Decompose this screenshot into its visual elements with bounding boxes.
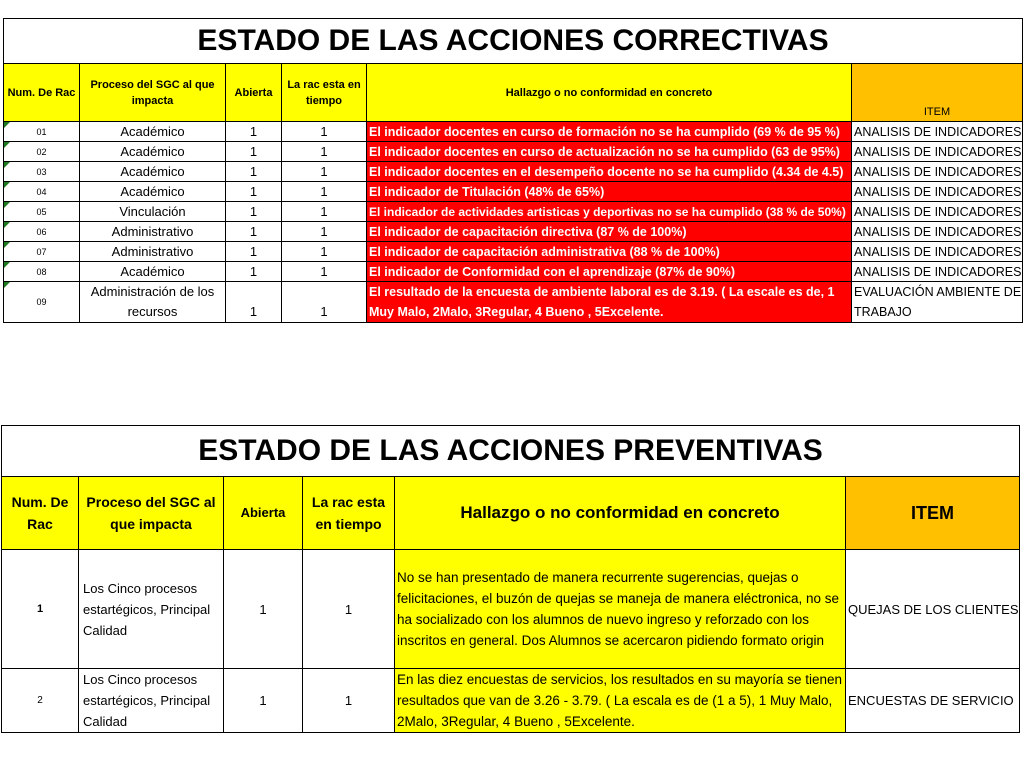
row-item: ANALISIS DE INDICADORES [852,262,1023,282]
preventivas-title: ESTADO DE LAS ACCIONES PREVENTIVAS [2,426,1020,477]
correctivas-title: ESTADO DE LAS ACCIONES CORRECTIVAS [4,19,1023,64]
row-num: 1 [2,550,79,669]
comment-marker-icon [4,142,10,148]
row-tiempo: 1 [282,262,367,282]
row-hallazgo: El indicador docentes en el desempeño docente no se ha cumplido (4.34 de 4.5) [367,162,852,182]
row-item: ANALISIS DE INDICADORES [852,202,1023,222]
row-hallazgo: El indicador docentes en curso de formación no se ha cumplido (69 % de 95 %) [367,122,852,142]
header-abierta: Abierta [226,64,282,122]
row-proceso: Académico [80,162,226,182]
header-tiempo: La rac esta en tiempo [303,477,395,550]
row-hallazgo: El indicador de Conformidad con el aprendizaje (87% de 90%) [367,262,852,282]
row-item: ANALISIS DE INDICADORES [852,222,1023,242]
comment-marker-icon [4,242,10,248]
table-row [4,202,1023,222]
row-proceso: Administración de los recursos [80,282,226,323]
row-abierta: 1 [226,262,282,282]
row-tiempo: 1 [282,202,367,222]
table-row [4,222,1023,242]
row-hallazgo: El indicador docentes en curso de actualización no se ha cumplido (63 de 95%) [367,142,852,162]
header-tiempo: La rac esta en tiempo [282,64,367,122]
row-proceso: Académico [80,142,226,162]
row-num: 09 [36,297,47,307]
comment-marker-icon [4,122,10,128]
comment-marker-icon [4,162,10,168]
row-num: 08 [36,266,47,277]
row-abierta: 1 [226,182,282,202]
row-hallazgo: No se han presentado de manera recurrente sugerencias, quejas o felicitaciones, el buzón de quejas se maneja de manera eléctronica, no se ha socializado con los alumnos de nuevo ingreso y reforzado con los inscritos en general. Dos Alumnos se acercaron pidiendo formato origin [395,550,846,669]
row-proceso: Administrativo [80,222,226,242]
comment-marker-icon [4,182,10,188]
row-tiempo: 1 [282,282,367,323]
row-tiempo: 1 [282,142,367,162]
row-tiempo: 1 [303,669,395,733]
comment-marker-icon [4,262,10,268]
header-proceso: Proceso del SGC al que impacta [80,64,226,122]
preventivas-header-row [2,477,1020,550]
row-num: 05 [36,206,47,217]
table-row [4,162,1023,182]
row-item: ANALISIS DE INDICADORES [852,142,1023,162]
header-num: Num. De Rac [4,64,80,122]
row-abierta: 1 [224,550,303,669]
header-item: ITEM [846,477,1020,550]
row-hallazgo: El indicador de actividades artisticas y deportivas no se ha cumplido (38 % de 50%) [367,202,852,222]
row-proceso: Los Cinco procesos estartégicos, Principal Calidad [79,550,224,669]
preventivas-table [1,425,1020,733]
row-abierta: 1 [226,222,282,242]
row-item: ENCUESTAS DE SERVICIO [846,669,1020,733]
row-item: ANALISIS DE INDICADORES [852,122,1023,142]
row-item: ANALISIS DE INDICADORES [852,242,1023,262]
correctivas-header-row [4,64,1023,122]
row-num: 02 [36,146,47,157]
row-hallazgo: En las diez encuestas de servicios, los resultados en su mayoría se tienen resultados que van de 3.26 - 3.79. ( La escala es de (1 a 5), 1 Muy Malo, 2Malo, 3Regular, 4 Bueno , 5Excelente. [395,669,846,733]
row-num: 07 [36,246,47,257]
header-hallazgo: Hallazgo o no conformidad en concreto [395,477,846,550]
table-row [4,182,1023,202]
row-num: 01 [36,126,47,137]
row-hallazgo: El resultado de la encuesta de ambiente laboral es de 3.19. ( La escale es de, 1 Muy Malo, 2Malo, 3Regular, 4 Bueno , 5Excelente. [367,282,852,323]
row-item: ANALISIS DE INDICADORES [852,162,1023,182]
row-abierta: 1 [226,142,282,162]
row-item: QUEJAS DE LOS CLIENTES [846,550,1020,669]
table-row [2,669,1020,733]
header-hallazgo: Hallazgo o no conformidad en concreto [367,64,852,122]
header-proceso: Proceso del SGC al que impacta [79,477,224,550]
row-proceso: Académico [80,262,226,282]
row-hallazgo: El indicador de capacitación administrativa (88 % de 100%) [367,242,852,262]
row-num: 06 [36,226,47,237]
row-item: ANALISIS DE INDICADORES [852,182,1023,202]
row-abierta: 1 [226,202,282,222]
row-tiempo: 1 [303,550,395,669]
table-row [4,122,1023,142]
row-proceso: Académico [80,122,226,142]
row-abierta: 1 [226,162,282,182]
row-item: EVALUACIÓN AMBIENTE DE TRABAJO [852,282,1023,323]
row-tiempo: 1 [282,182,367,202]
header-num: Num. De Rac [2,477,79,550]
comment-marker-icon [4,222,10,228]
row-tiempo: 1 [282,242,367,262]
row-num: 2 [2,669,79,733]
row-hallazgo: El indicador de capacitación directiva (87 % de 100%) [367,222,852,242]
header-item: ITEM [852,64,1023,122]
table-row [4,242,1023,262]
correctivas-table [3,18,1023,323]
row-proceso: Administrativo [80,242,226,262]
table-row [4,262,1023,282]
row-num: 04 [36,186,47,197]
row-abierta: 1 [226,122,282,142]
row-abierta: 1 [226,282,282,323]
row-tiempo: 1 [282,222,367,242]
row-tiempo: 1 [282,122,367,142]
comment-marker-icon [4,282,10,288]
comment-marker-icon [4,202,10,208]
row-abierta: 1 [224,669,303,733]
row-proceso: Los Cinco procesos estartégicos, Principal Calidad [79,669,224,733]
row-proceso: Vinculación [80,202,226,222]
table-row [4,282,1023,323]
row-proceso: Académico [80,182,226,202]
row-hallazgo: El indicador de Titulación (48% de 65%) [367,182,852,202]
row-tiempo: 1 [282,162,367,182]
row-num: 03 [36,166,47,177]
table-row [4,142,1023,162]
row-abierta: 1 [226,242,282,262]
table-row [2,550,1020,669]
header-abierta: Abierta [224,477,303,550]
